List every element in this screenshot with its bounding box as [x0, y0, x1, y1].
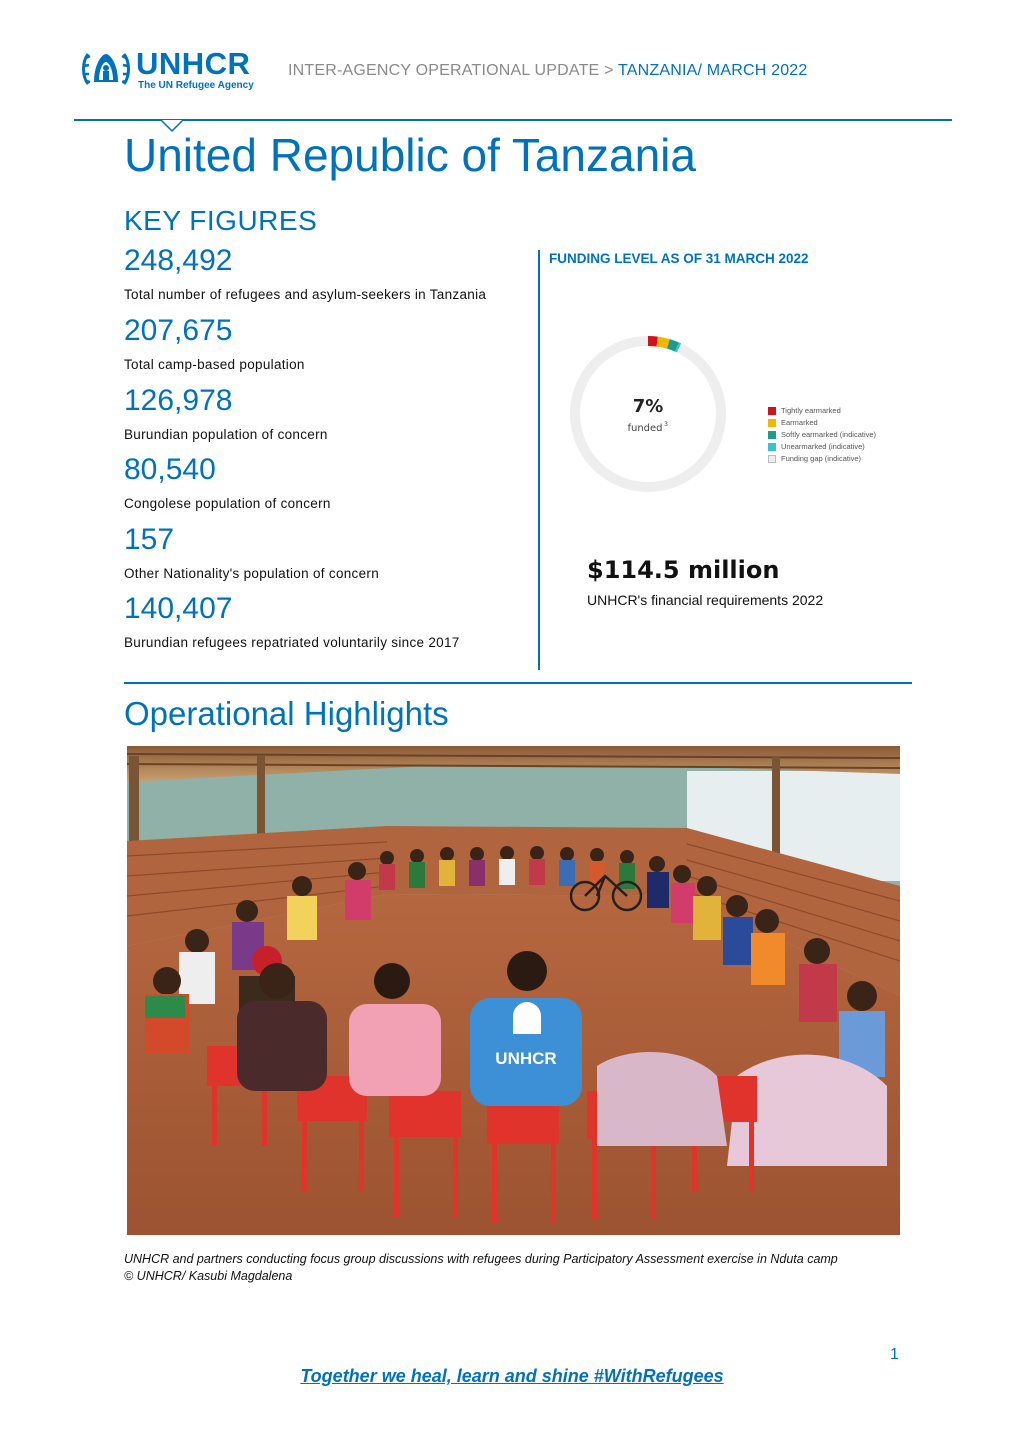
operational-highlights-heading: Operational Highlights [124, 695, 449, 732]
column-divider [538, 250, 540, 670]
funded-footnote: 3 [664, 421, 668, 428]
legend-item [768, 417, 918, 429]
header-country-date: TANZANIA/ MARCH 2022 [617, 62, 808, 79]
financial-requirement-label: UNHCR's financial requirements 2022 [587, 592, 824, 608]
header-doc-type: INTER-AGENCY OPERATIONAL UPDATE > [288, 62, 618, 79]
page-number: 1 [890, 1346, 899, 1363]
logo-subtitle: The UN Refugee Agency [138, 80, 254, 91]
legend-swatch [768, 455, 776, 463]
unhcr-logo [80, 46, 270, 94]
legend-swatch [768, 443, 776, 451]
key-figure-label: Burundian refugees repatriated voluntarily since 2017 [124, 635, 460, 650]
key-figure-label: Total camp-based population [124, 357, 305, 372]
legend-label: Tightly earmarked [781, 406, 841, 415]
key-figure-value: 207,675 [124, 314, 233, 347]
legend-swatch [768, 407, 776, 415]
legend-item [768, 405, 918, 417]
key-figure-burundian [124, 384, 328, 444]
key-figure-label: Total number of refugees and asylum-seekers in Tanzania [124, 287, 487, 302]
key-figure-other-nationalities [124, 523, 379, 583]
legend-item [768, 453, 918, 465]
legend-label: Softly earmarked (indicative) [781, 430, 877, 439]
financial-requirement-amount: $114.5 million [587, 556, 780, 584]
key-figure-repatriated [124, 592, 460, 652]
legend-label: Funding gap (indicative) [781, 454, 862, 463]
focus-group-photo [127, 746, 900, 1235]
key-figure-value: 126,978 [124, 384, 233, 417]
key-figure-value: 248,492 [124, 244, 233, 277]
legend-swatch [768, 419, 776, 427]
key-figure-label: Burundian population of concern [124, 427, 328, 442]
key-figure-label: Other Nationality's population of concern [124, 566, 380, 581]
key-figure-value: 157 [124, 523, 175, 556]
key-figure-congolese [124, 453, 331, 513]
funded-percent: 7% [632, 396, 664, 417]
unhcr-emblem-icon [80, 46, 132, 92]
key-figure-value: 140,407 [124, 592, 233, 625]
funded-label: funded [627, 423, 663, 434]
legend-label: Unearmarked (indicative) [781, 442, 865, 451]
key-figure-total-refugees [124, 244, 486, 304]
legend-label: Earmarked [781, 418, 818, 427]
page-title: United Republic of Tanzania [124, 129, 696, 181]
caption-text: UNHCR and partners conducting focus group discussions with refugees during Participatory Assessment exercise in Nduta camp [124, 1252, 838, 1266]
footer-tagline-link[interactable]: Together we heal, learn and shine #WithRefugees [300, 1366, 724, 1386]
logo-wordmark: UNHCR [136, 46, 251, 81]
key-figure-value: 80,540 [124, 453, 216, 486]
legend-swatch [768, 431, 776, 439]
photo-caption [124, 1251, 838, 1285]
funding-legend [768, 405, 918, 465]
funding-heading: FUNDING LEVEL AS OF 31 MARCH 2022 [549, 251, 809, 266]
key-figure-camp-population [124, 314, 305, 374]
vest-logo-text: UNHCR [495, 1049, 557, 1068]
legend-item [768, 441, 918, 453]
key-figure-label: Congolese population of concern [124, 496, 331, 511]
legend-item [768, 429, 918, 441]
key-figures-heading: KEY FIGURES [124, 205, 318, 236]
section-divider [124, 682, 912, 684]
header-divider [74, 119, 952, 121]
header-breadcrumb [288, 62, 808, 80]
caption-credit: © UNHCR/ Kasubi Magdalena [124, 1269, 293, 1283]
funding-donut-chart [567, 333, 729, 495]
